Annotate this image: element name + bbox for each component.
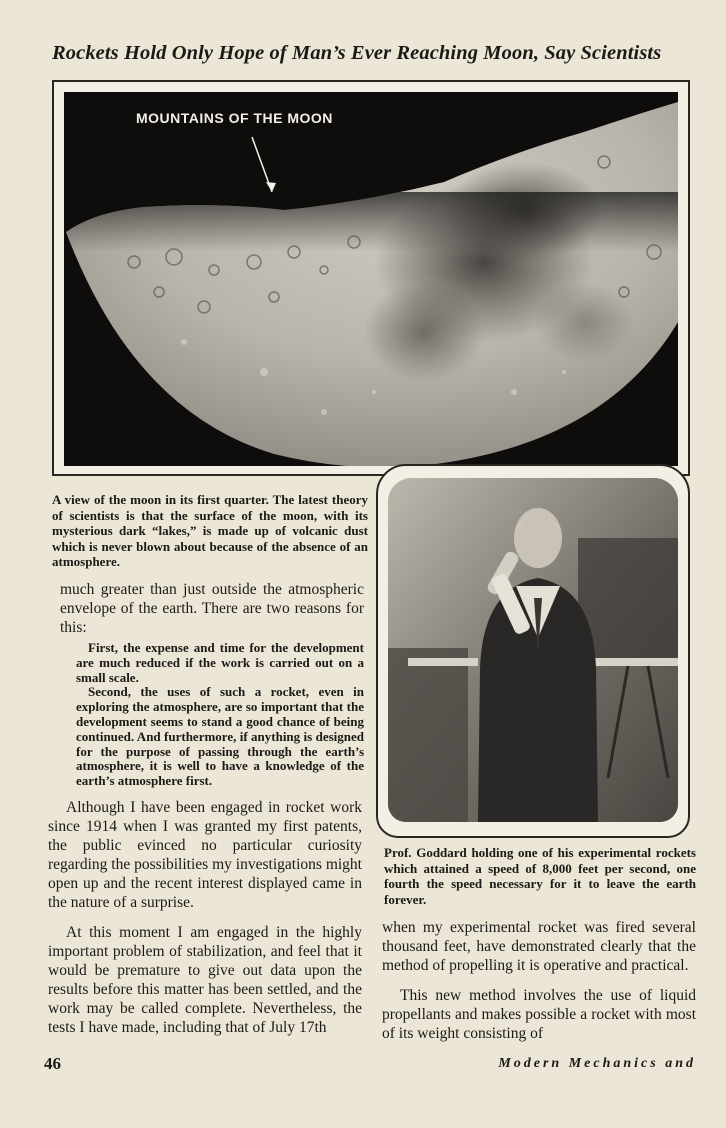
page-title: Rockets Hold Only Hope of Man’s Ever Reaching Moon, Say Scientists — [52, 42, 662, 64]
article-paragraph: Although I have been engaged in rocket work since 1914 when I was granted my first patents, the public evinced no particular curiosity regarding the possibilities my investigations might open up and the recent interest displayed came in the nature of a surprise. — [48, 799, 362, 911]
article-paragraph: This new method involves the use of liquid propellants and makes possible a rocket with most of its weight consisting of — [382, 987, 696, 1042]
left-column-lower — [48, 798, 362, 1037]
footer-magazine-title: Modern Mechanics and — [498, 1056, 696, 1071]
article-paragraph: when my experimental rocket was fired several thousand feet, have demonstrated clearly that the method of propelling it is operative and practical. — [382, 919, 696, 974]
goddard-photo — [388, 478, 678, 822]
moon-image — [64, 92, 678, 466]
quote-paragraph: Second, the uses of such a rocket, even in exploring the atmosphere, are so important that the development seems to stand a good chance of being continued. And furthermore, if anything is designed for the purpose of passing through the earth’s atmosphere, it is well to have a knowledge of the earth’s atmosphere first. — [76, 684, 364, 789]
left-column-upper — [60, 580, 364, 789]
goddard-caption: Prof. Goddard holding one of his experimental rockets which attained a speed of 8,000 feet per second, one fourth the speed necessary for it to leave the earth forever. — [384, 845, 696, 907]
moon-label: MOUNTAINS OF THE MOON — [136, 110, 333, 126]
moon-caption: A view of the moon in its first quarter. The latest theory of scientists is that the surface of the moon, with its mysterious dark “lakes,” is made up of volcanic dust which is never blown about because of the absence of an atmosphere. — [52, 492, 368, 569]
moon-photo — [64, 92, 678, 466]
page-number: 46 — [44, 1054, 61, 1073]
article-paragraph: At this moment I am engaged in the highly important problem of stabilization, and feel that it would be premature to give out data upon the results before this matter has been settled, and the work may be called complete. Nevertheless, the tests I have made, including that of July 17th — [48, 924, 362, 1036]
goddard-image — [388, 478, 678, 822]
goddard-photo-frame — [376, 464, 690, 838]
article-paragraph: much greater than just outside the atmospheric envelope of the earth. There are two reasons for this: — [60, 581, 364, 636]
moon-photo-frame — [52, 80, 690, 476]
right-column — [382, 918, 696, 1043]
quote-paragraph: First, the expense and time for the development are much reduced if the work is carried out on a small scale. — [76, 640, 364, 685]
